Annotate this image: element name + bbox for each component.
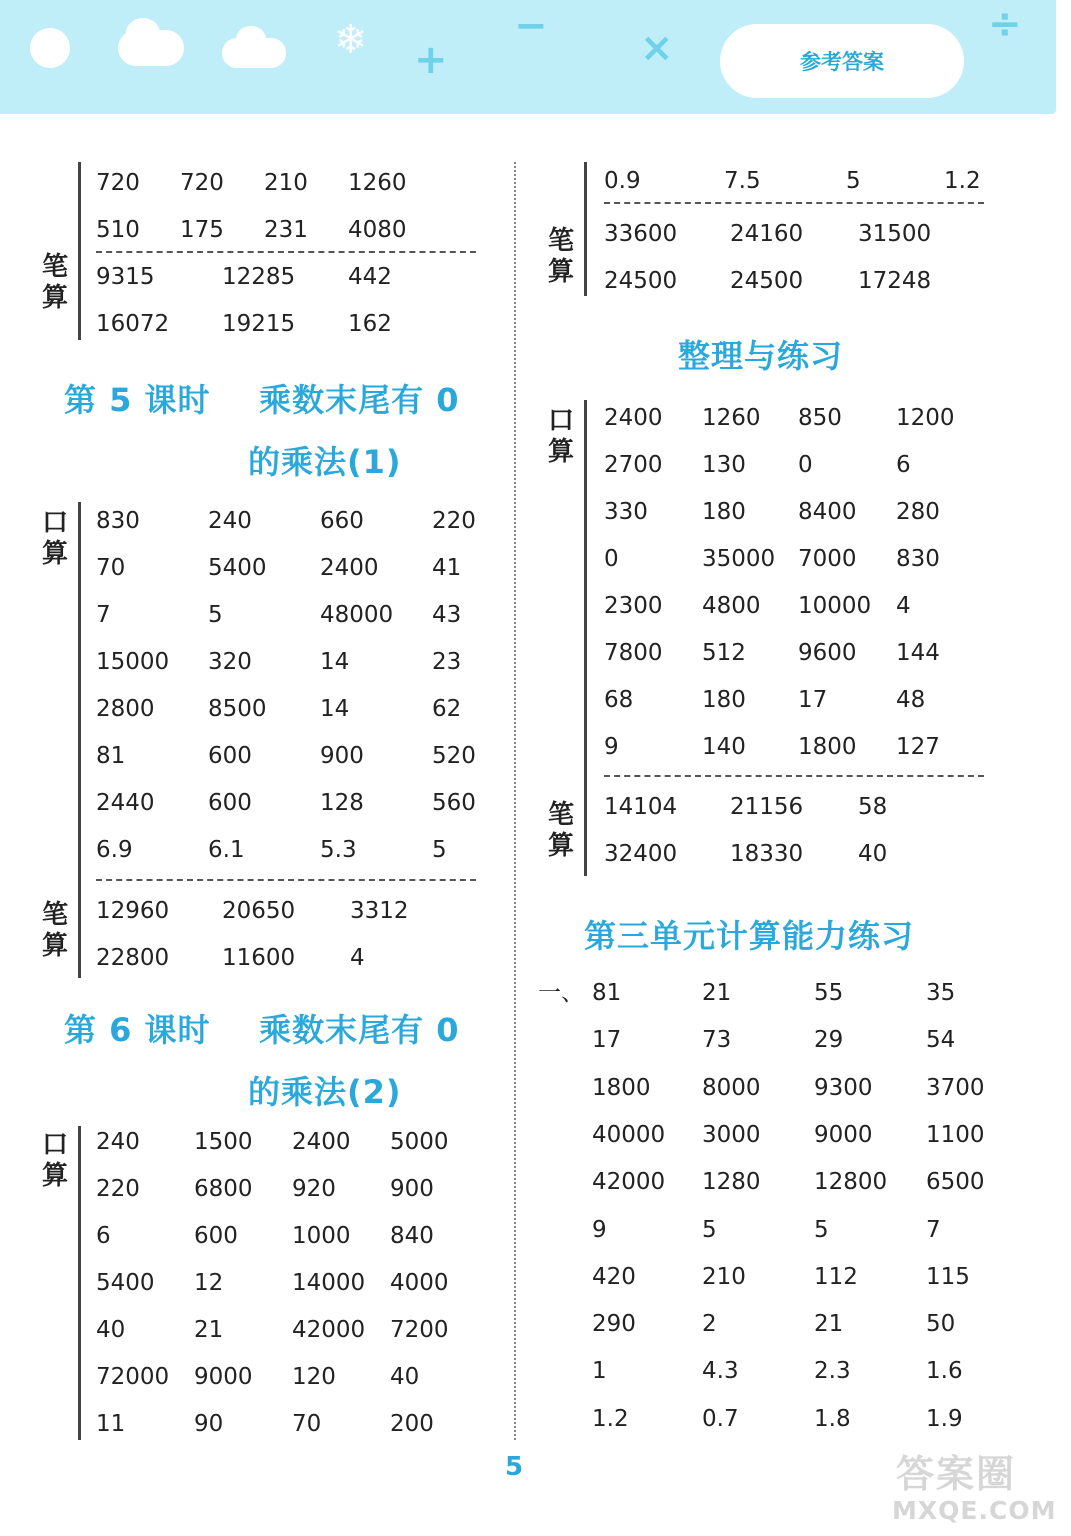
answer-cell: 6.1	[208, 837, 245, 863]
answer-cell: 1.6	[926, 1358, 963, 1384]
answer-cell: 55	[814, 980, 844, 1006]
answer-cell: 9000	[814, 1122, 873, 1148]
answer-cell: 162	[348, 311, 392, 337]
answer-cell: 54	[926, 1027, 956, 1053]
watermark-url: MXQE.COM	[892, 1496, 1057, 1525]
answer-cell: 3312	[350, 898, 409, 924]
answer-cell: 7200	[390, 1317, 449, 1343]
answer-cell: 12800	[814, 1169, 888, 1195]
answer-cell: 3000	[702, 1122, 761, 1148]
answer-cell: 12960	[96, 898, 170, 924]
answer-cell: 5	[814, 1217, 829, 1243]
answer-cell: 1500	[194, 1129, 253, 1155]
answer-cell: 1800	[798, 734, 857, 760]
answer-cell: 21	[702, 980, 732, 1006]
bisuan-label: 笔 算	[547, 800, 574, 861]
answer-cell: 7000	[798, 546, 857, 572]
answer-cell: 115	[926, 1264, 970, 1290]
answer-cell: 12285	[222, 264, 296, 290]
answer-cell: 1.8	[814, 1406, 851, 1432]
bisuan-label: 笔 算	[547, 226, 574, 287]
answer-cell: 2300	[604, 593, 663, 619]
answer-cell: 4	[350, 945, 365, 971]
answer-cell: 3700	[926, 1075, 985, 1101]
answer-cell: 4000	[390, 1270, 449, 1296]
answer-cell: 40	[390, 1364, 420, 1390]
watermark-logo	[890, 1452, 1060, 1528]
answer-cell: 50	[926, 1311, 956, 1337]
answer-cell: 24160	[730, 221, 804, 247]
answer-cell: 5.3	[320, 837, 357, 863]
answer-cell: 280	[896, 499, 940, 525]
answer-cell: 720	[96, 170, 140, 196]
answer-cell: 43	[432, 602, 462, 628]
answer-cell: 5400	[208, 555, 267, 581]
answer-cell: 2800	[96, 696, 155, 722]
answer-cell: 23	[432, 649, 462, 675]
answer-cell: 128	[320, 790, 364, 816]
answer-cell: 720	[180, 170, 224, 196]
answer-cell: 144	[896, 640, 940, 666]
answer-cell: 830	[96, 508, 140, 534]
cloud-icon	[118, 30, 184, 66]
answer-cell: 81	[592, 980, 622, 1006]
rain-cloud-icon	[222, 38, 286, 68]
answer-cell: 0	[798, 452, 813, 478]
answer-cell: 4.3	[702, 1358, 739, 1384]
answer-cell: 140	[702, 734, 746, 760]
answer-cell: 17	[592, 1027, 622, 1053]
answer-cell: 560	[432, 790, 476, 816]
answer-cell: 2440	[96, 790, 155, 816]
answer-cell: 19215	[222, 311, 296, 337]
answer-cell: 330	[604, 499, 648, 525]
answer-key-badge	[720, 24, 964, 98]
answer-cell: 4	[896, 593, 911, 619]
answer-cell: 920	[292, 1176, 336, 1202]
section-rule	[78, 162, 81, 340]
answer-cell: 1.9	[926, 1406, 963, 1432]
bisuan-label: 笔 算	[41, 252, 68, 313]
answer-cell: 40000	[592, 1122, 666, 1148]
answer-cell: 6.9	[96, 837, 133, 863]
answer-cell: 420	[592, 1264, 636, 1290]
answer-cell: 900	[320, 743, 364, 769]
answer-cell: 180	[702, 499, 746, 525]
answer-cell: 5	[432, 837, 447, 863]
answer-cell: 68	[604, 687, 634, 713]
answer-cell: 5	[702, 1217, 717, 1243]
answer-cell: 1260	[702, 405, 761, 431]
answer-cell: 9000	[194, 1364, 253, 1390]
dashed-separator	[604, 775, 984, 777]
answer-cell: 7	[926, 1217, 941, 1243]
divide-icon: ÷	[988, 1, 1022, 47]
answer-cell: 6	[896, 452, 911, 478]
answer-cell: 8000	[702, 1075, 761, 1101]
answer-cell: 48000	[320, 602, 394, 628]
answer-cell: 600	[208, 790, 252, 816]
answer-cell: 90	[194, 1411, 224, 1437]
dashed-separator	[96, 251, 476, 253]
answer-cell: 7	[96, 602, 111, 628]
answer-cell: 8400	[798, 499, 857, 525]
dashed-separator	[604, 202, 984, 204]
answer-cell: 1	[592, 1358, 607, 1384]
answer-cell: 1280	[702, 1169, 761, 1195]
answer-cell: 1.2	[944, 168, 981, 194]
lesson6-heading-line2: 的乘法(2)	[248, 1073, 402, 1111]
answer-cell: 33600	[604, 221, 678, 247]
answer-cell: 9	[604, 734, 619, 760]
answer-cell: 62	[432, 696, 462, 722]
answer-key-label: 参考答案	[800, 50, 884, 74]
answer-cell: 442	[348, 264, 392, 290]
answer-cell: 130	[702, 452, 746, 478]
answer-cell: 175	[180, 217, 224, 243]
times-icon: ×	[640, 25, 674, 71]
answer-cell: 200	[390, 1411, 434, 1437]
answer-cell: 9	[592, 1217, 607, 1243]
kousuan-label: 口 算	[41, 508, 68, 569]
answer-cell: 2	[702, 1311, 717, 1337]
answer-cell: 850	[798, 405, 842, 431]
answer-cell: 1200	[896, 405, 955, 431]
answer-cell: 10000	[798, 593, 872, 619]
section-rule	[584, 400, 587, 876]
plus-icon: +	[414, 37, 448, 83]
answer-cell: 5	[846, 168, 861, 194]
unit3-heading: 第三单元计算能力练习	[584, 917, 915, 955]
answer-cell: 35	[926, 980, 956, 1006]
answer-cell: 73	[702, 1027, 732, 1053]
answer-cell: 58	[858, 794, 888, 820]
answer-cell: 120	[292, 1364, 336, 1390]
answer-cell: 220	[432, 508, 476, 534]
answer-cell: 7800	[604, 640, 663, 666]
answer-cell: 660	[320, 508, 364, 534]
answer-cell: 70	[96, 555, 126, 581]
answer-cell: 1100	[926, 1122, 985, 1148]
answer-cell: 240	[208, 508, 252, 534]
answer-cell: 220	[96, 1176, 140, 1202]
answer-cell: 20650	[222, 898, 296, 924]
bisuan-label: 笔 算	[41, 900, 68, 961]
answer-cell: 14000	[292, 1270, 366, 1296]
answer-cell: 35000	[702, 546, 776, 572]
review-heading: 整理与练习	[678, 337, 844, 375]
answer-cell: 600	[208, 743, 252, 769]
answer-cell: 21156	[730, 794, 804, 820]
answer-cell: 1800	[592, 1075, 651, 1101]
answer-cell: 24500	[730, 268, 804, 294]
answer-cell: 81	[96, 743, 126, 769]
answer-cell: 8500	[208, 696, 267, 722]
kousuan-label: 口 算	[547, 406, 574, 467]
answer-cell: 6500	[926, 1169, 985, 1195]
answer-cell: 6800	[194, 1176, 253, 1202]
answer-cell: 12	[194, 1270, 224, 1296]
answer-cell: 210	[264, 170, 308, 196]
dashed-separator	[96, 879, 476, 881]
answer-cell: 240	[96, 1129, 140, 1155]
lesson6-heading: 第 6 课时 乘数末尾有 0	[64, 1011, 460, 1049]
question-number-prefix: 一、	[538, 980, 584, 1006]
answer-cell: 0	[604, 546, 619, 572]
answer-cell: 510	[96, 217, 140, 243]
kousuan-label: 口 算	[41, 1130, 68, 1191]
answer-cell: 42000	[592, 1169, 666, 1195]
answer-cell: 14	[320, 696, 350, 722]
lesson5-heading-line2: 的乘法(1)	[248, 443, 402, 481]
answer-cell: 840	[390, 1223, 434, 1249]
answer-cell: 600	[194, 1223, 238, 1249]
answer-cell: 72000	[96, 1364, 170, 1390]
answer-cell: 0.7	[702, 1406, 739, 1432]
answer-cell: 112	[814, 1264, 858, 1290]
answer-cell: 9315	[96, 264, 155, 290]
answer-cell: 15000	[96, 649, 170, 675]
answer-cell: 4080	[348, 217, 407, 243]
page-number: 5	[504, 1452, 524, 1482]
answer-cell: 22800	[96, 945, 170, 971]
minus-icon: −	[514, 3, 548, 49]
answer-cell: 48	[896, 687, 926, 713]
section-rule	[584, 162, 587, 296]
answer-cell: 1000	[292, 1223, 351, 1249]
answer-cell: 512	[702, 640, 746, 666]
answer-cell: 127	[896, 734, 940, 760]
answer-cell: 2700	[604, 452, 663, 478]
answer-cell: 1.2	[592, 1406, 629, 1432]
sun-icon	[30, 28, 70, 68]
answer-cell: 7.5	[724, 168, 761, 194]
answer-cell: 0.9	[604, 168, 641, 194]
answer-cell: 2400	[604, 405, 663, 431]
answer-cell: 9300	[814, 1075, 873, 1101]
answer-cell: 18330	[730, 841, 804, 867]
answer-cell: 520	[432, 743, 476, 769]
answer-cell: 900	[390, 1176, 434, 1202]
answer-cell: 1260	[348, 170, 407, 196]
answer-cell: 6	[96, 1223, 111, 1249]
answer-cell: 14104	[604, 794, 678, 820]
answer-cell: 31500	[858, 221, 932, 247]
answer-cell: 17248	[858, 268, 932, 294]
section-rule	[78, 1126, 81, 1440]
answer-cell: 2400	[320, 555, 379, 581]
answer-cell: 40	[96, 1317, 126, 1343]
answer-cell: 4800	[702, 593, 761, 619]
answer-cell: 42000	[292, 1317, 366, 1343]
answer-cell: 17	[798, 687, 828, 713]
answer-cell: 40	[858, 841, 888, 867]
snowflake-icon: ❄	[334, 17, 368, 63]
answer-cell: 41	[432, 555, 462, 581]
answer-cell: 32400	[604, 841, 678, 867]
answer-cell: 24500	[604, 268, 678, 294]
answer-cell: 830	[896, 546, 940, 572]
answer-cell: 9600	[798, 640, 857, 666]
header-banner	[0, 0, 1056, 114]
answer-cell: 290	[592, 1311, 636, 1337]
watermark-text: 答案圈	[896, 1452, 1017, 1496]
answer-cell: 180	[702, 687, 746, 713]
answer-cell: 320	[208, 649, 252, 675]
answer-cell: 11	[96, 1411, 126, 1437]
column-divider	[514, 162, 516, 1440]
answer-cell: 5000	[390, 1129, 449, 1155]
lesson5-heading: 第 5 课时 乘数末尾有 0	[64, 381, 460, 419]
answer-cell: 2400	[292, 1129, 351, 1155]
answer-cell: 5400	[96, 1270, 155, 1296]
answer-cell: 70	[292, 1411, 322, 1437]
answer-cell: 21	[814, 1311, 844, 1337]
answer-cell: 14	[320, 649, 350, 675]
answer-cell: 231	[264, 217, 308, 243]
answer-cell: 21	[194, 1317, 224, 1343]
answer-cell: 210	[702, 1264, 746, 1290]
answer-cell: 29	[814, 1027, 844, 1053]
section-rule	[78, 502, 81, 978]
answer-cell: 16072	[96, 311, 170, 337]
answer-cell: 11600	[222, 945, 296, 971]
answer-cell: 2.3	[814, 1358, 851, 1384]
answer-cell: 5	[208, 602, 223, 628]
